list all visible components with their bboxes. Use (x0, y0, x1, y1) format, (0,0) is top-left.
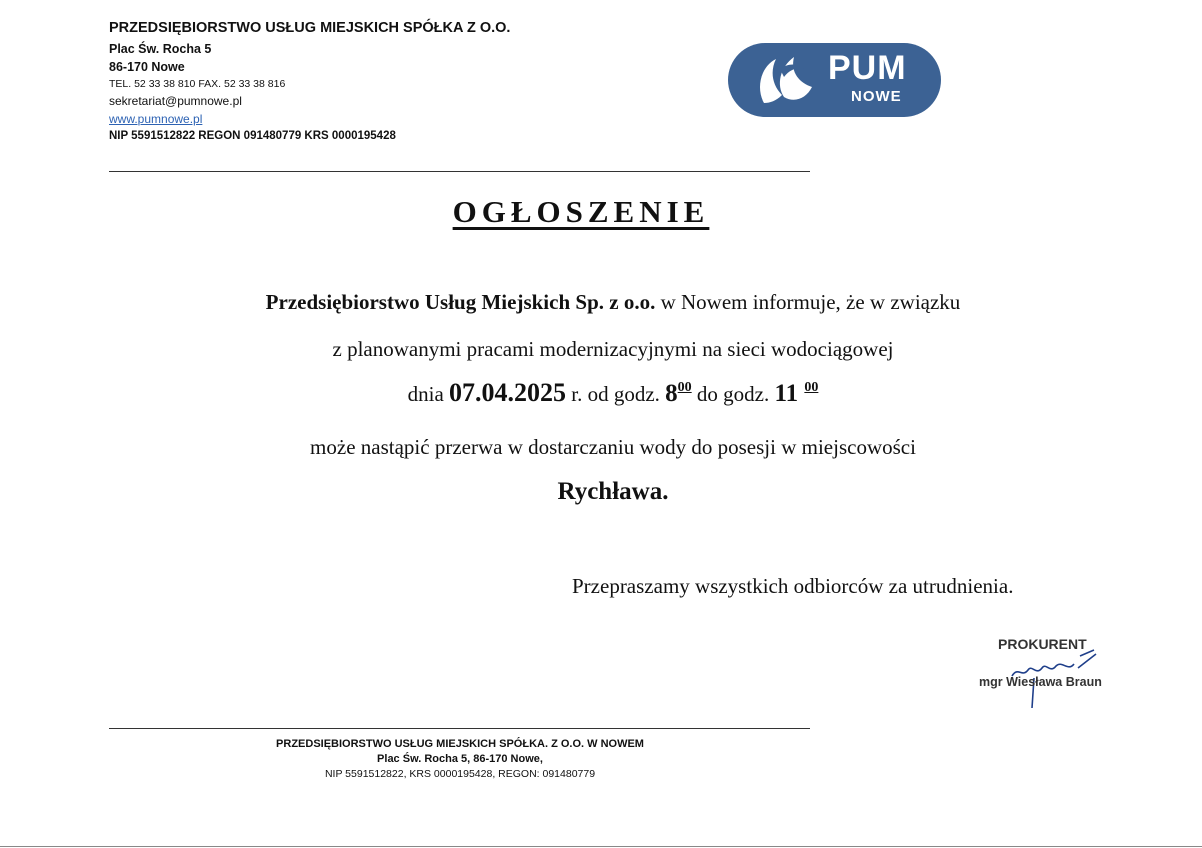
logo-text-nowe: NOWE (851, 88, 902, 105)
page-title: OGŁOSZENIE (452, 194, 710, 229)
notice-line-4: może nastąpić przerwa w dostarczaniu wody do posesji w miejscowości (310, 435, 916, 459)
page-bottom-edge (0, 846, 1202, 847)
footer-divider (109, 728, 810, 729)
address-city: 86-170 Nowe (109, 60, 185, 74)
letterhead (109, 20, 510, 146)
time-from-minutes: 00 (677, 380, 692, 395)
time-from-hour: 8 (665, 380, 678, 407)
location-name: Rychława. (557, 478, 669, 505)
footer (0, 738, 920, 783)
notice-line-3 (0, 378, 1202, 408)
time-from-prefix: r. od godz. (566, 382, 666, 406)
logo-text-pum: PUM (828, 49, 907, 87)
footer-company: PRZEDSIĘBIORSTWO USŁUG MIEJSKICH SPÓŁKA. Z O.O. W NOWEM (276, 738, 644, 750)
footer-registry: NIP 5591512822, KRS 0000195428, REGON: 091480779 (324, 768, 596, 780)
signatory-name: mgr Wiesława Braun (979, 675, 1102, 689)
stamp-title: PROKURENT (998, 636, 1087, 652)
time-to-hour: 11 (774, 380, 805, 407)
company-name: PRZEDSIĘBIORSTWO USŁUG MIEJSKICH SPÓŁKA Z O.O. (109, 20, 511, 36)
email: sekretariat@pumnowe.pl (109, 94, 242, 108)
pum-logo (728, 43, 941, 117)
apology-text: Przepraszamy wszystkich odbiorców za utrudnienia. (572, 574, 1014, 598)
address-street: Plac Św. Rocha 5 (109, 42, 212, 56)
footer-address: Plac Św. Rocha 5, 86-170 Nowe, (377, 753, 543, 765)
website-link[interactable]: www.pumnowe.pl (109, 112, 203, 126)
header-divider (109, 171, 810, 172)
notice-line-1-text: w Nowem informuje, że w związku (655, 290, 961, 314)
date-prefix: dnia (407, 382, 450, 406)
time-to-minutes: 00 (804, 380, 819, 395)
registry-numbers: NIP 5591512822 REGON 091480779 KRS 0000195428 (109, 130, 396, 142)
wave-drop-icon (754, 53, 818, 107)
outage-date: 07.04.2025 (449, 378, 567, 407)
phone-fax: TEL. 52 33 38 810 FAX. 52 33 38 816 (109, 78, 286, 90)
notice-line-1 (0, 290, 1202, 315)
notice-line-2: z planowanymi pracami modernizacyjnymi na sieci wodociągowej (332, 337, 894, 361)
time-to-prefix: do godz. (691, 382, 775, 406)
notice-company: Przedsiębiorstwo Usług Miejskich Sp. z o.o. (265, 290, 656, 314)
